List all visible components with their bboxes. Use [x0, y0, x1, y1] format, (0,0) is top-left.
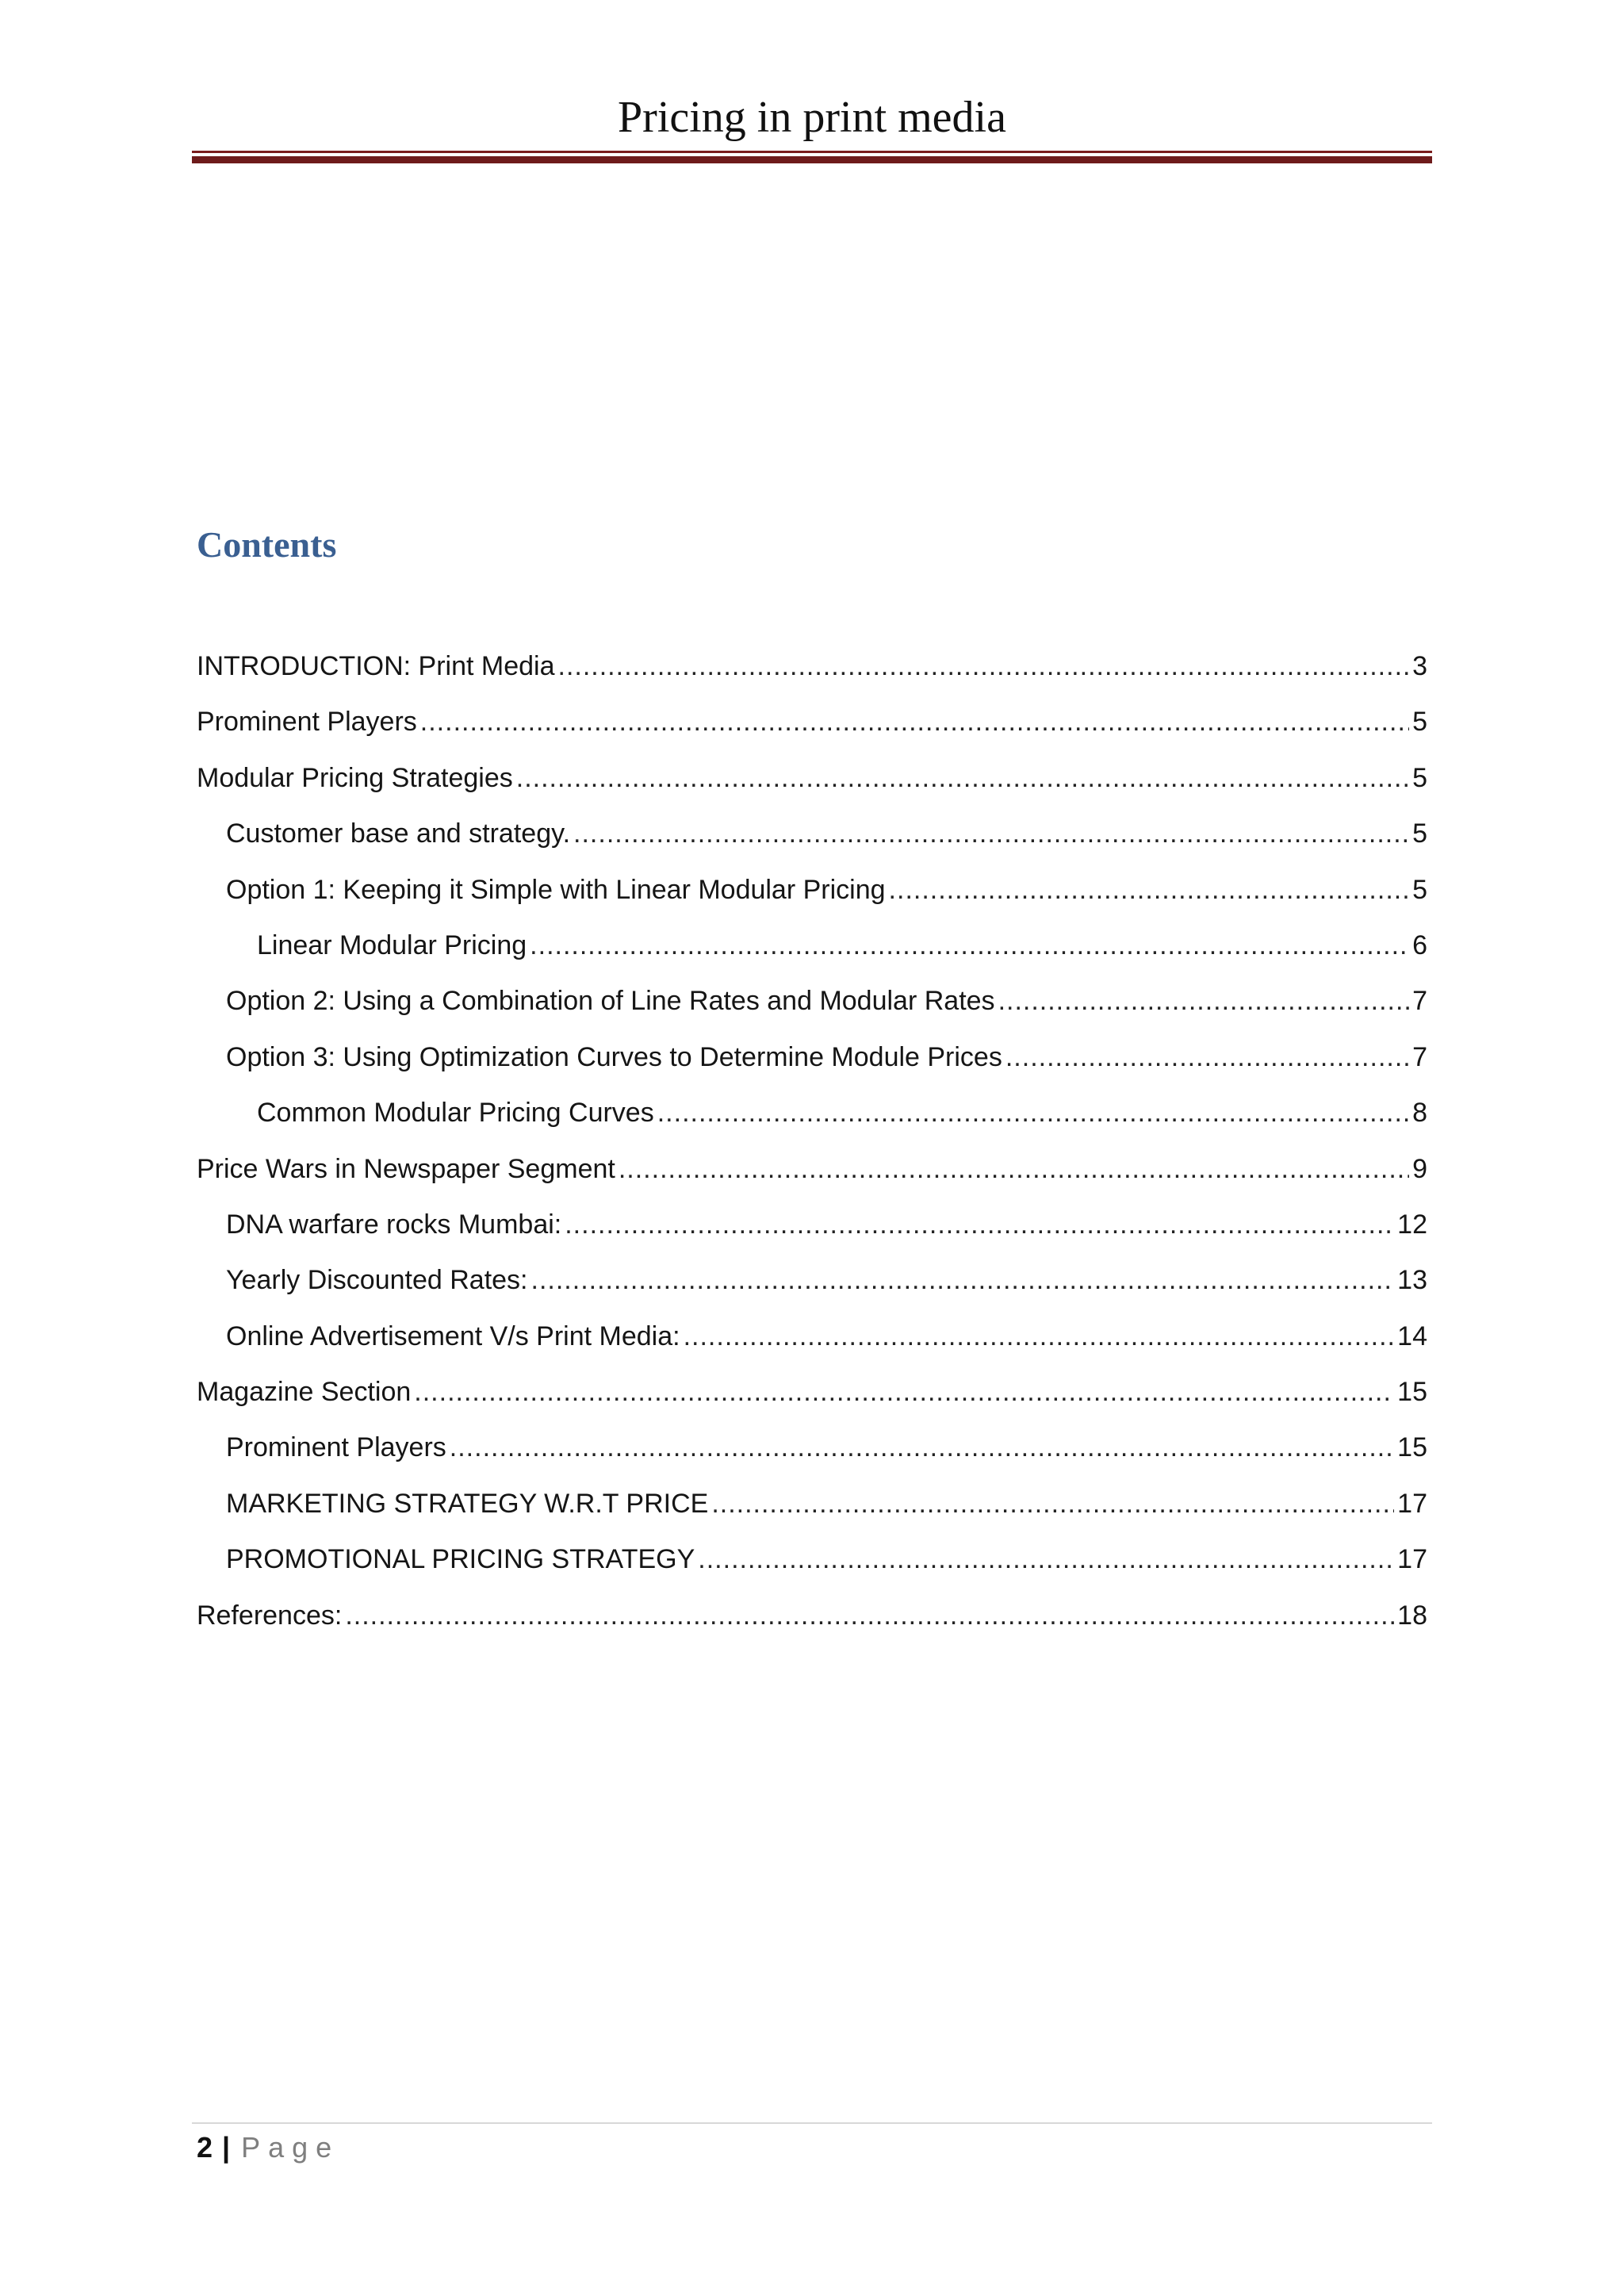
toc-entry[interactable] [197, 1374, 1427, 1430]
running-header-title: Pricing in print media [618, 93, 1006, 142]
toc-dot-leader [450, 1430, 1394, 1465]
toc-dot-leader [414, 1374, 1394, 1409]
toc-entry-page: 5 [1412, 707, 1427, 738]
toc-entry-title: PROMOTIONAL PRICING STRATEGY [226, 1544, 695, 1575]
toc-dot-leader [573, 816, 1409, 851]
toc-dot-leader [998, 983, 1410, 1018]
toc-entry-page: 5 [1412, 762, 1427, 793]
toc-entry[interactable] [197, 1598, 1427, 1654]
toc-entry-title: DNA warfare rocks Mumbai: [226, 1209, 562, 1240]
toc-entry-page: 13 [1397, 1265, 1427, 1296]
footer-rule [192, 2122, 1432, 2124]
toc-entry[interactable] [197, 1095, 1427, 1151]
toc-entry-title: Linear Modular Pricing [257, 930, 527, 960]
toc-dot-leader [558, 649, 1410, 684]
contents-heading: Contents [197, 524, 337, 565]
toc-entry-title: Option 2: Using a Combination of Line Rates and Modular Rates [226, 986, 995, 1017]
toc-entry-title: Yearly Discounted Rates: [226, 1265, 528, 1296]
toc-entry[interactable] [197, 761, 1427, 816]
toc-entry-page: 9 [1412, 1153, 1427, 1184]
toc-entry-page: 6 [1412, 930, 1427, 960]
toc-entry[interactable] [197, 704, 1427, 760]
toc-entry[interactable] [197, 1207, 1427, 1263]
footer-page-number: 2 [197, 2131, 213, 2164]
toc-entry[interactable] [197, 1319, 1427, 1374]
toc-entry[interactable] [197, 649, 1427, 704]
page-footer [197, 2130, 339, 2165]
toc-dot-leader [698, 1542, 1394, 1577]
toc-entry-page: 7 [1412, 986, 1427, 1017]
toc-entry[interactable] [197, 872, 1427, 928]
toc-entry-page: 8 [1412, 1098, 1427, 1129]
toc-dot-leader [1005, 1040, 1409, 1075]
toc-dot-leader [684, 1319, 1395, 1354]
toc-entry[interactable] [197, 1430, 1427, 1485]
table-of-contents [197, 649, 1427, 1654]
toc-entry-title: Common Modular Pricing Curves [257, 1098, 654, 1129]
toc-entry-title: Prominent Players [197, 707, 417, 738]
toc-entry-title: Price Wars in Newspaper Segment [197, 1153, 615, 1184]
toc-entry-page: 12 [1397, 1209, 1427, 1240]
toc-entry-title: Customer base and strategy. [226, 818, 571, 849]
toc-entry-title: References: [197, 1600, 343, 1631]
toc-entry-title: MARKETING STRATEGY W.R.T PRICE [226, 1488, 709, 1519]
toc-entry-page: 17 [1397, 1544, 1427, 1575]
toc-entry-page: 7 [1412, 1041, 1427, 1072]
toc-entry-page: 18 [1397, 1600, 1427, 1631]
toc-entry[interactable] [197, 983, 1427, 1039]
toc-entry-page: 17 [1397, 1488, 1427, 1519]
toc-entry[interactable] [197, 1542, 1427, 1597]
toc-entry[interactable] [197, 1152, 1427, 1207]
toc-entry[interactable] [197, 928, 1427, 983]
toc-entry-page: 5 [1412, 818, 1427, 849]
header-rule-thick [192, 156, 1432, 163]
toc-dot-leader [420, 704, 1409, 739]
footer-page-label: Page [241, 2131, 340, 2164]
toc-dot-leader [619, 1152, 1409, 1186]
toc-dot-leader [531, 1263, 1395, 1297]
toc-dot-leader [657, 1095, 1409, 1130]
toc-entry-title: Magazine Section [197, 1377, 412, 1408]
toc-entry[interactable] [197, 816, 1427, 872]
toc-dot-leader [711, 1486, 1394, 1521]
toc-entry-title: Option 3: Using Optimization Curves to Determine Module Prices [226, 1041, 1002, 1072]
toc-entry-title: Prominent Players [226, 1432, 446, 1463]
header-rule-thin [192, 151, 1432, 153]
toc-entry-title: Online Advertisement V/s Print Media: [226, 1320, 680, 1351]
toc-entry-page: 3 [1412, 651, 1427, 681]
toc-entry-page: 14 [1397, 1320, 1427, 1351]
toc-entry-page: 5 [1412, 874, 1427, 905]
toc-entry-page: 15 [1397, 1432, 1427, 1463]
toc-dot-leader [516, 761, 1409, 795]
toc-entry-title: Modular Pricing Strategies [197, 762, 513, 793]
toc-entry-page: 15 [1397, 1377, 1427, 1408]
toc-dot-leader [889, 872, 1410, 907]
toc-entry-title: Option 1: Keeping it Simple with Linear Modular Pricing [226, 874, 886, 905]
footer-separator: | [222, 2131, 231, 2164]
toc-dot-leader [530, 928, 1409, 963]
toc-entry[interactable] [197, 1486, 1427, 1542]
toc-dot-leader [345, 1598, 1394, 1633]
toc-entry-title: INTRODUCTION: Print Media [197, 651, 555, 681]
toc-dot-leader [565, 1207, 1394, 1242]
toc-entry[interactable] [197, 1040, 1427, 1095]
toc-entry[interactable] [197, 1263, 1427, 1318]
